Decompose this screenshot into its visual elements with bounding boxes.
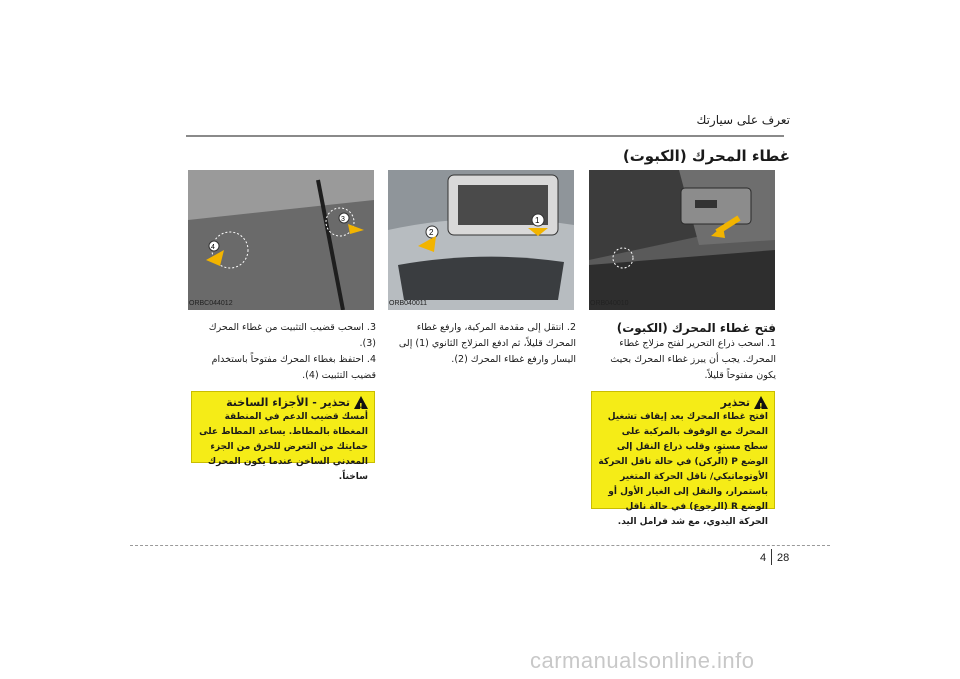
- chapter-number: 4: [760, 552, 767, 564]
- secondary-latch-illustration: [388, 170, 574, 310]
- left-column: [190, 320, 376, 384]
- header-divider: [186, 135, 784, 137]
- photo-code-3: ORBC044012: [189, 300, 233, 307]
- photo-code-1: ORB040010: [590, 300, 629, 307]
- left-warning-body: أمسك قضيب الدعم في المنطقة المغطاة بالمطاط. يساعد المطاط على حمايتك من التعرض للحرق من الجزء المعدني الساخن عندما يكون المحرك ساخناً.: [199, 412, 368, 482]
- step-3: 3. اسحب قضيب التثبيت من غطاء المحرك (3).: [208, 322, 376, 349]
- warning-triangle-icon: !: [754, 396, 768, 409]
- section-title: غطاء المحرك (الكبوت): [622, 147, 790, 165]
- right-warning-title: تحذير: [720, 396, 750, 409]
- photo-support-rod: [188, 170, 374, 310]
- photo-secondary-latch: [388, 170, 574, 310]
- callout-4: 4: [211, 244, 215, 251]
- left-warning-heading: [198, 395, 368, 410]
- step-1: 1. اسحب ذراع التحرير لفتح مزلاج غطاء المحرك. يجب أن يبرز غطاء المحرك بحيث يكون مفتوحاً قليلاً.: [610, 338, 776, 381]
- right-column: [590, 320, 776, 384]
- callout-2: 2: [429, 228, 434, 237]
- right-warning-heading: [598, 395, 768, 410]
- warning-triangle-icon: !: [354, 396, 368, 409]
- right-warning-box: [591, 391, 775, 527]
- open-hood-title: فتح غطاء المحرك (الكبوت): [616, 321, 776, 335]
- photo-code-2: ORB040011: [389, 300, 428, 307]
- footer-divider: [130, 545, 830, 546]
- page-number-separator: [771, 549, 772, 565]
- photo-release-lever: [589, 170, 775, 310]
- callout-1: 1: [535, 216, 540, 225]
- page-number: 28: [777, 552, 790, 564]
- chapter-header: تعرف على سيارتك: [696, 113, 790, 127]
- step-4: 4. احتفظ بغطاء المحرك مفتوحاً باستخدام قضيب التثبيت (4).: [211, 354, 376, 381]
- support-rod-illustration: [188, 170, 374, 310]
- callout-3: 3: [341, 216, 345, 223]
- middle-column: [390, 320, 576, 368]
- release-lever-illustration: [589, 170, 775, 310]
- step-2: 2. انتقل إلى مقدمة المركبة، وارفع غطاء المحرك قليلاً، ثم ادفع المزلاج الثانوي (1) إلى اليسار وارفع غطاء المحرك (2).: [398, 322, 576, 365]
- watermark: carmanualsonline.info: [530, 648, 755, 673]
- left-warning-title: تحذير - الأجزاء الساخنة: [226, 396, 350, 409]
- left-warning-box: [191, 391, 375, 482]
- right-warning-body: افتح غطاء المحرك بعد إيقاف تشغيل المحرك مع الوقوف بالمركبة على سطح مستوٍ، وقلب ذراع النقل إلى الوضع P (الركن) في حالة ناقل الحركة الأوتوماتيكي/ ناقل الحركة المتغير باستمرار، والنقل إلى الغيار الأول أو الوضع R (الرجوع) في حالة ناقل الحركة اليدوي، مع شد فرامل اليد.: [598, 412, 768, 527]
